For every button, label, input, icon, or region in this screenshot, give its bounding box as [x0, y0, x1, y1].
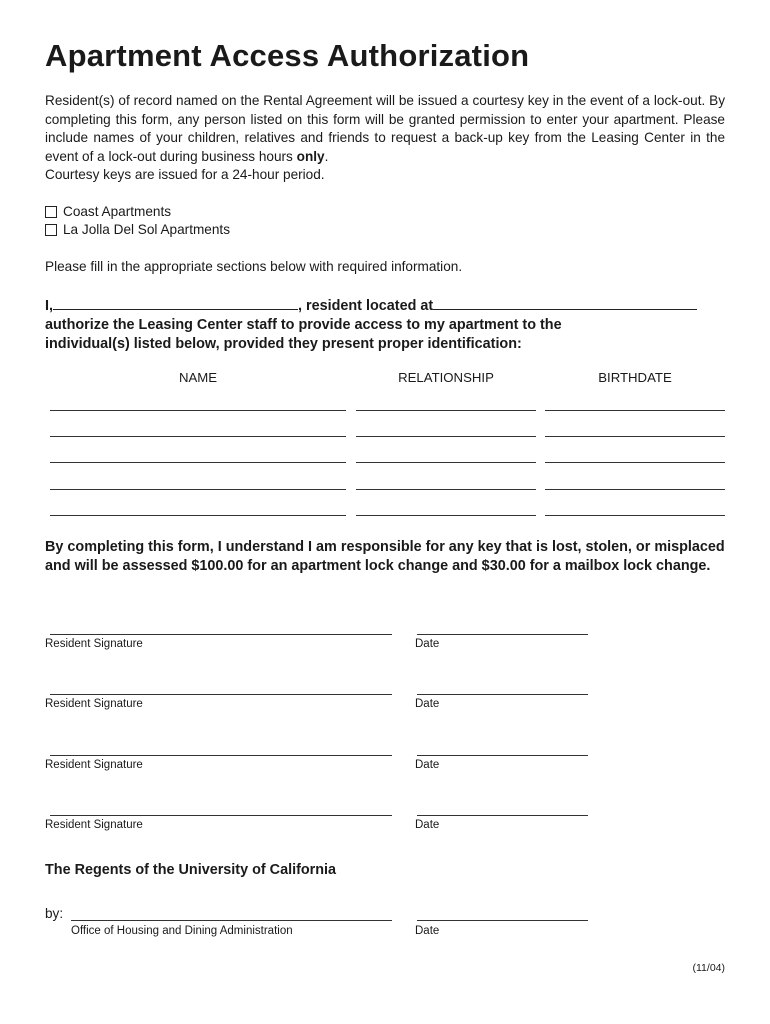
authorization-statement [45, 295, 735, 354]
relationship-field-4[interactable] [356, 489, 536, 490]
birthdate-field-4[interactable] [545, 489, 725, 490]
resident-signature-field-2[interactable] [50, 694, 392, 695]
office-date-field[interactable] [417, 920, 588, 921]
resident-signature-field-1[interactable] [50, 634, 392, 635]
resident-signature-field-4[interactable] [50, 815, 392, 816]
page-title: Apartment Access Authorization [45, 38, 530, 73]
auth-line-3: individual(s) listed below, provided they present proper identification: [45, 336, 522, 352]
by-label: by: [45, 906, 64, 921]
auth-prefix: I, [45, 298, 53, 314]
intro-text-end: . [324, 148, 329, 164]
name-field-3[interactable] [50, 462, 346, 463]
birthdate-field-1[interactable] [545, 410, 725, 411]
date-field-4[interactable] [417, 815, 588, 816]
fill-instructions: Please fill in the appropriate sections below with required information. [45, 259, 463, 274]
resident-signature-label: Resident Signature [45, 638, 143, 650]
date-label: Date [415, 819, 440, 831]
resident-name-field[interactable] [53, 295, 298, 310]
relationship-field-1[interactable] [356, 410, 536, 411]
auth-middle: , resident located at [298, 298, 434, 314]
office-date-label: Date [415, 925, 440, 937]
birthdate-field-5[interactable] [545, 515, 725, 516]
checkbox-coast-label: Coast Apartments [63, 204, 172, 219]
resident-signature-field-3[interactable] [50, 755, 392, 756]
column-header-relationship: RELATIONSHIP [398, 370, 494, 385]
office-signature-field[interactable] [71, 920, 392, 921]
resident-signature-label: Resident Signature [45, 759, 143, 771]
name-field-5[interactable] [50, 515, 346, 516]
resident-address-field[interactable] [433, 295, 697, 310]
checkbox-coast-row[interactable] [45, 204, 171, 219]
auth-line-2: authorize the Leasing Center staff to provide access to my apartment to the [45, 317, 562, 333]
birthdate-field-3[interactable] [545, 462, 725, 463]
intro-text: Resident(s) of record named on the Rental Agreement will be issued a courtesy key in the event of a lock-out. By completing this form, any person listed on this form will be granted permission to enter your apartment. Please include names of your children, relatives and friends to request a back-up key from the Leasing Center in the event of a lock-out during business hours [45, 93, 725, 164]
name-field-1[interactable] [50, 410, 346, 411]
checkbox-lajolla-label: La Jolla Del Sol Apartments [63, 222, 230, 237]
date-field-2[interactable] [417, 694, 588, 695]
date-field-3[interactable] [417, 755, 588, 756]
intro-paragraph [45, 92, 725, 185]
resident-signature-label: Resident Signature [45, 819, 143, 831]
date-label: Date [415, 698, 440, 710]
date-label: Date [415, 638, 440, 650]
column-header-birthdate: BIRTHDATE [598, 370, 672, 385]
checkbox-lajolla[interactable] [45, 224, 57, 236]
responsibility-statement: By completing this form, I understand I am responsible for any key that is lost, stolen, or misplaced and will be assessed $100.00 for an apartment lock change and $30.00 for a mailbox lock change. [45, 539, 725, 574]
checkbox-coast[interactable] [45, 206, 57, 218]
column-header-name: NAME [178, 370, 218, 385]
birthdate-field-2[interactable] [545, 436, 725, 437]
relationship-field-3[interactable] [356, 462, 536, 463]
name-field-4[interactable] [50, 489, 346, 490]
resident-signature-label: Resident Signature [45, 698, 143, 710]
intro-bold-word: only [296, 148, 325, 164]
revision-date: (11/04) [692, 962, 725, 974]
office-label: Office of Housing and Dining Administration [71, 925, 293, 937]
relationship-field-2[interactable] [356, 436, 536, 437]
name-field-2[interactable] [50, 436, 346, 437]
date-field-1[interactable] [417, 634, 588, 635]
relationship-field-5[interactable] [356, 515, 536, 516]
checkbox-lajolla-row[interactable] [45, 222, 230, 237]
regents-heading: The Regents of the University of California [45, 862, 337, 878]
date-label: Date [415, 759, 440, 771]
intro-last-line: Courtesy keys are issued for a 24-hour period. [45, 167, 325, 183]
